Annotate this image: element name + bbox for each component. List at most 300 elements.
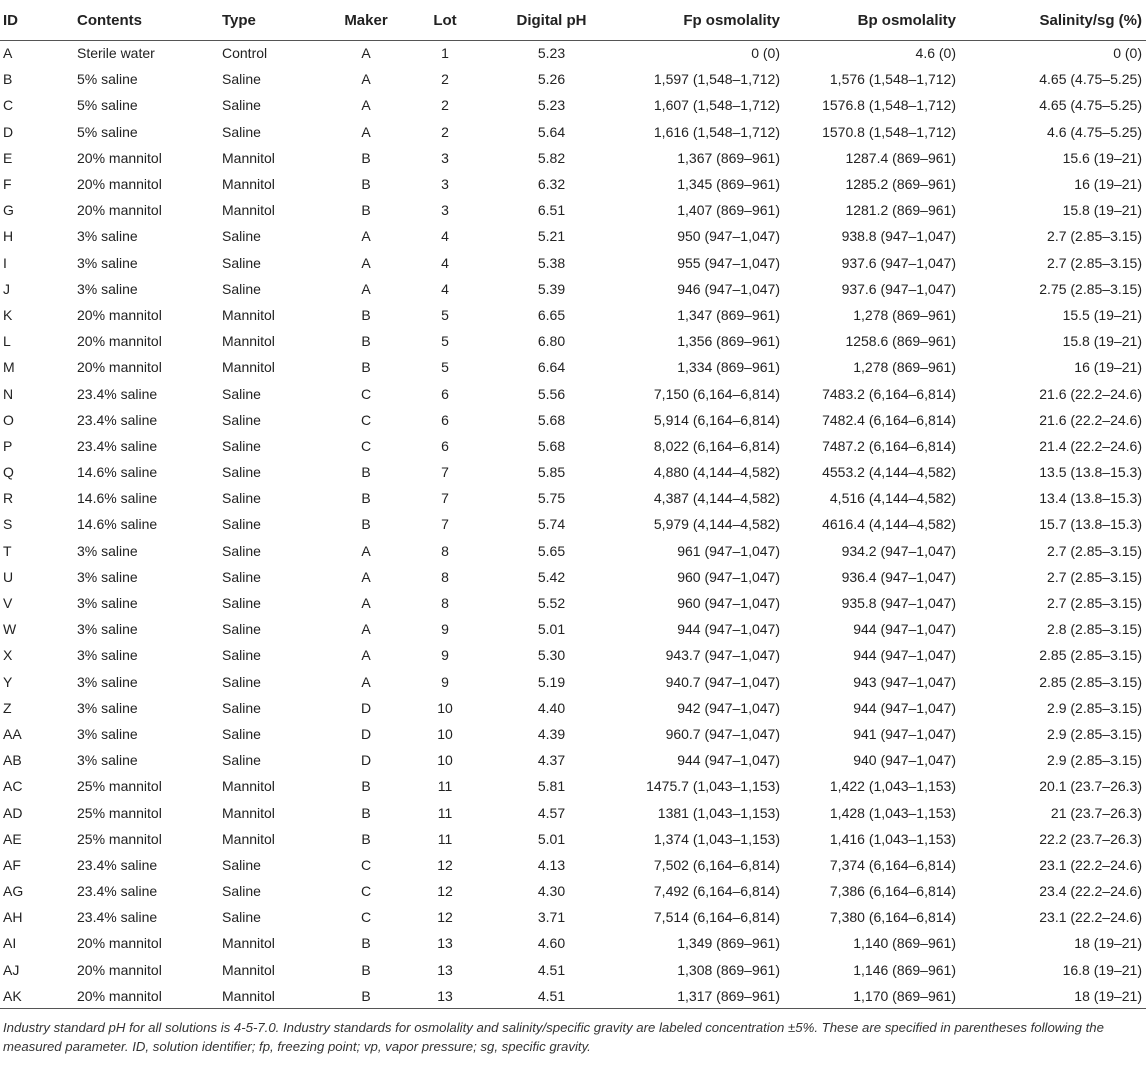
cell-maker: C: [360, 856, 372, 873]
cell-contents: 20% mannitol: [77, 333, 162, 350]
cell-id: L: [3, 333, 11, 350]
cell-fp-osmolality: 1,407 (869–961): [677, 202, 780, 219]
cell-digital-ph: 5.26: [537, 71, 566, 88]
cell-type: Saline: [222, 123, 261, 140]
cell-contents: 3% saline: [77, 568, 138, 585]
cell-digital-ph: 5.81: [537, 778, 566, 795]
cell-digital-ph: 5.42: [537, 568, 566, 585]
cell-salinity: 13.4 (13.8–15.3): [1039, 490, 1142, 507]
cell-maker: A: [361, 71, 371, 88]
cell-fp-osmolality: 960 (947–1,047): [677, 595, 780, 612]
cell-fp-osmolality: 960 (947–1,047): [677, 568, 780, 585]
cell-type: Saline: [222, 385, 261, 402]
cell-salinity: 2.85 (2.85–3.15): [1039, 673, 1142, 690]
table-row: [0, 145, 1146, 171]
cell-id: F: [3, 176, 12, 193]
cell-lot: 2: [441, 123, 449, 140]
table-row: [0, 276, 1146, 302]
cell-digital-ph: 5.75: [537, 490, 566, 507]
cell-maker: C: [360, 909, 372, 926]
cell-contents: 3% saline: [77, 725, 138, 742]
cell-digital-ph: 3.71: [537, 909, 566, 926]
cell-contents: 3% saline: [77, 280, 138, 297]
cell-maker: A: [361, 280, 371, 297]
cell-id: E: [3, 149, 13, 166]
table-row: [0, 328, 1146, 354]
cell-contents: 20% mannitol: [77, 983, 222, 1009]
cell-contents: 23.4% saline: [77, 411, 158, 428]
cell-lot: 3: [441, 149, 449, 166]
cell-maker: A: [361, 97, 371, 114]
cell-salinity: 16 (19–21): [1074, 176, 1142, 193]
table-row: [0, 826, 1146, 852]
cell-lot: 4: [441, 254, 449, 271]
cell-salinity: 23.4 (22.2–24.6): [1039, 883, 1142, 900]
cell-type: Saline: [222, 71, 261, 88]
header-bp-osmolality: Bp osmolality: [788, 6, 968, 40]
cell-id: AB: [3, 752, 22, 769]
cell-contents: 20% mannitol: [77, 359, 162, 376]
cell-salinity: 2.85 (2.85–3.15): [1039, 647, 1142, 664]
cell-bp-osmolality: 1,576 (1,548–1,712): [829, 71, 956, 88]
table-row: [0, 511, 1146, 537]
cell-type: Saline: [222, 856, 261, 873]
cell-maker: A: [361, 123, 371, 140]
cell-lot: 3: [441, 176, 449, 193]
cell-type: Saline: [222, 464, 261, 481]
cell-id: U: [3, 568, 14, 585]
cell-bp-osmolality: 935.8 (947–1,047): [841, 595, 956, 612]
cell-contents: 3% saline: [77, 595, 138, 612]
cell-lot: 5: [441, 333, 449, 350]
cell-type: Saline: [222, 909, 261, 926]
cell-id: J: [3, 280, 10, 297]
table-row: [0, 773, 1146, 799]
cell-contents: 25% mannitol: [77, 778, 162, 795]
table-row: [0, 721, 1146, 747]
cell-salinity: 4.65 (4.75–5.25): [1039, 71, 1142, 88]
cell-fp-osmolality: 940.7 (947–1,047): [665, 673, 780, 690]
table-row: [0, 407, 1146, 433]
cell-salinity: 13.5 (13.8–15.3): [1039, 464, 1142, 481]
cell-digital-ph: 6.51: [537, 202, 566, 219]
cell-type: Mannitol: [222, 149, 275, 166]
cell-lot: 3: [441, 202, 449, 219]
cell-bp-osmolality: 941 (947–1,047): [853, 725, 956, 742]
cell-fp-osmolality: 1,367 (869–961): [677, 149, 780, 166]
cell-fp-osmolality: 1475.7 (1,043–1,153): [646, 778, 780, 795]
cell-salinity: 2.7 (2.85–3.15): [1047, 254, 1142, 271]
cell-digital-ph: 4.39: [537, 725, 566, 742]
cell-digital-ph: 5.74: [537, 516, 566, 533]
cell-bp-osmolality: 937.6 (947–1,047): [841, 254, 956, 271]
cell-lot: 9: [441, 673, 449, 690]
cell-id: D: [3, 123, 14, 140]
cell-fp-osmolality: 961 (947–1,047): [677, 542, 780, 559]
cell-salinity: 2.7 (2.85–3.15): [1047, 228, 1142, 245]
cell-id: AF: [3, 856, 21, 873]
cell-bp-osmolality: 944 (947–1,047): [853, 647, 956, 664]
cell-type: Control: [222, 45, 268, 62]
cell-type: Saline: [222, 699, 261, 716]
cell-digital-ph: 4.30: [537, 883, 566, 900]
cell-fp-osmolality: 943.7 (947–1,047): [665, 647, 780, 664]
cell-lot: 8: [441, 595, 449, 612]
cell-id: R: [3, 490, 14, 507]
cell-salinity: 21.6 (22.2–24.6): [1039, 411, 1142, 428]
cell-id: AD: [3, 804, 23, 821]
header-row: [0, 6, 1146, 40]
cell-digital-ph: 4.40: [537, 699, 566, 716]
cell-salinity: 18 (19–21): [968, 983, 1146, 1009]
cell-maker: B: [361, 333, 371, 350]
cell-type: Saline: [222, 595, 261, 612]
cell-contents: 3% saline: [77, 647, 138, 664]
cell-digital-ph: 6.64: [537, 359, 566, 376]
cell-maker: A: [361, 254, 371, 271]
cell-digital-ph: 6.65: [537, 306, 566, 323]
cell-bp-osmolality: 934.2 (947–1,047): [841, 542, 956, 559]
cell-fp-osmolality: 1381 (1,043–1,153): [657, 804, 780, 821]
cell-type: Mannitol: [222, 804, 275, 821]
cell-lot: 11: [437, 830, 453, 847]
cell-id: AH: [3, 909, 23, 926]
table-row: [0, 695, 1146, 721]
cell-fp-osmolality: 5,979 (4,144–4,582): [653, 516, 780, 533]
cell-salinity: 2.9 (2.85–3.15): [1047, 752, 1142, 769]
cell-digital-ph: 5.65: [537, 542, 566, 559]
cell-bp-osmolality: 1,146 (869–961): [853, 961, 956, 978]
cell-digital-ph: 5.01: [537, 830, 566, 847]
cell-fp-osmolality: 1,345 (869–961): [677, 176, 780, 193]
cell-lot: 8: [441, 542, 449, 559]
header-salinity: Salinity/sg (%): [968, 6, 1146, 40]
cell-type: Mannitol: [222, 306, 275, 323]
cell-id: AK: [0, 983, 77, 1009]
cell-fp-osmolality: 1,347 (869–961): [677, 306, 780, 323]
cell-fp-osmolality: 1,334 (869–961): [677, 359, 780, 376]
cell-bp-osmolality: 1570.8 (1,548–1,712): [822, 123, 956, 140]
cell-maker: B: [361, 149, 371, 166]
cell-type: Saline: [222, 254, 261, 271]
cell-contents: 20% mannitol: [77, 935, 162, 952]
table-row: [0, 197, 1146, 223]
table-row: [0, 799, 1146, 825]
cell-contents: 5% saline: [77, 97, 138, 114]
cell-fp-osmolality: 1,607 (1,548–1,712): [653, 97, 780, 114]
cell-lot: 5: [441, 306, 449, 323]
cell-salinity: 2.7 (2.85–3.15): [1047, 542, 1142, 559]
table-row: [0, 40, 1146, 66]
cell-fp-osmolality: 5,914 (6,164–6,814): [653, 411, 780, 428]
cell-fp-osmolality: 1,356 (869–961): [677, 333, 780, 350]
cell-contents: 5% saline: [77, 123, 138, 140]
cell-lot: 12: [437, 856, 453, 873]
cell-contents: 3% saline: [77, 254, 138, 271]
cell-digital-ph: 4.13: [537, 856, 566, 873]
cell-contents: 3% saline: [77, 228, 138, 245]
table-row: [0, 642, 1146, 668]
cell-lot: 13: [437, 935, 453, 952]
cell-type: Saline: [222, 411, 261, 428]
cell-id: Z: [3, 699, 12, 716]
cell-contents: 3% saline: [77, 621, 138, 638]
cell-digital-ph: 5.30: [537, 647, 566, 664]
cell-id: G: [3, 202, 14, 219]
cell-contents: 5% saline: [77, 71, 138, 88]
cell-maker: B: [332, 983, 400, 1009]
cell-lot: 12: [437, 883, 453, 900]
table-row: [0, 564, 1146, 590]
cell-lot: 10: [437, 699, 453, 716]
cell-lot: 7: [441, 464, 449, 481]
cell-contents: 23.4% saline: [77, 385, 158, 402]
cell-fp-osmolality: 1,616 (1,548–1,712): [653, 123, 780, 140]
cell-digital-ph: 4.37: [537, 752, 566, 769]
cell-type: Mannitol: [222, 333, 275, 350]
cell-id: V: [3, 595, 13, 612]
cell-salinity: 21.4 (22.2–24.6): [1039, 437, 1142, 454]
cell-salinity: 21.6 (22.2–24.6): [1039, 385, 1142, 402]
header-maker: Maker: [332, 6, 400, 40]
cell-id: AC: [3, 778, 23, 795]
cell-type: Saline: [222, 752, 261, 769]
cell-contents: 20% mannitol: [77, 149, 162, 166]
table-row: [0, 302, 1146, 328]
cell-lot: 1: [441, 45, 449, 62]
cell-digital-ph: 4.51: [490, 983, 613, 1009]
cell-maker: A: [361, 595, 371, 612]
cell-maker: C: [360, 411, 372, 428]
cell-bp-osmolality: 944 (947–1,047): [853, 621, 956, 638]
cell-salinity: 20.1 (23.7–26.3): [1039, 778, 1142, 795]
table-row: [0, 852, 1146, 878]
cell-salinity: 4.65 (4.75–5.25): [1039, 97, 1142, 114]
cell-maker: D: [360, 725, 372, 742]
cell-salinity: 16 (19–21): [1074, 359, 1142, 376]
cell-contents: 23.4% saline: [77, 883, 158, 900]
cell-lot: 9: [441, 647, 449, 664]
cell-type: Mannitol: [222, 176, 275, 193]
cell-lot: 10: [437, 752, 453, 769]
table-row: [0, 590, 1146, 616]
cell-contents: 3% saline: [77, 673, 138, 690]
table-row: [0, 66, 1146, 92]
cell-id: I: [3, 254, 7, 271]
table-header: [0, 6, 1146, 40]
cell-id: S: [3, 516, 13, 533]
cell-salinity: 16.8 (19–21): [1062, 961, 1142, 978]
cell-lot: 13: [400, 983, 490, 1009]
cell-digital-ph: 6.32: [537, 176, 566, 193]
cell-bp-osmolality: 1,428 (1,043–1,153): [829, 804, 956, 821]
cell-salinity: 21 (23.7–26.3): [1050, 804, 1142, 821]
cell-id: P: [3, 437, 13, 454]
cell-id: N: [3, 385, 14, 402]
cell-id: T: [3, 542, 12, 559]
cell-lot: 2: [441, 71, 449, 88]
cell-bp-osmolality: 7,380 (6,164–6,814): [829, 909, 956, 926]
cell-contents: 25% mannitol: [77, 830, 162, 847]
cell-digital-ph: 4.57: [537, 804, 566, 821]
cell-maker: B: [361, 516, 371, 533]
cell-maker: B: [361, 176, 371, 193]
cell-salinity: 23.1 (22.2–24.6): [1039, 856, 1142, 873]
cell-salinity: 2.75 (2.85–3.15): [1039, 280, 1142, 297]
cell-salinity: 2.7 (2.85–3.15): [1047, 595, 1142, 612]
cell-digital-ph: 5.85: [537, 464, 566, 481]
table-row: [0, 538, 1146, 564]
cell-id: AA: [3, 725, 22, 742]
cell-digital-ph: 5.68: [537, 411, 566, 428]
cell-id: AE: [3, 830, 22, 847]
cell-contents: 20% mannitol: [77, 961, 162, 978]
table-row: [0, 171, 1146, 197]
table-footnote: Industry standard pH for all solutions is 4-5-7.0. Industry standards for osmolality and salinity/specific gravity are labeled concentration ±5%. These are specified in parentheses following the measured parameter. ID, solution identifier; fp, freezing point; vp, vapor pressure; sg, specific gravity.: [3, 1020, 1104, 1054]
cell-contents: 23.4% saline: [77, 437, 158, 454]
cell-fp-osmolality: 955 (947–1,047): [677, 254, 780, 271]
cell-fp-osmolality: 1,349 (869–961): [677, 935, 780, 952]
cell-maker: A: [361, 228, 371, 245]
cell-salinity: 2.7 (2.85–3.15): [1047, 568, 1142, 585]
cell-lot: 7: [441, 490, 449, 507]
table-row: [0, 957, 1146, 983]
cell-id: B: [3, 71, 13, 88]
header-type: Type: [222, 6, 332, 40]
cell-digital-ph: 6.80: [537, 333, 566, 350]
cell-maker: B: [361, 490, 371, 507]
cell-bp-osmolality: 936.4 (947–1,047): [841, 568, 956, 585]
table-row: [0, 354, 1146, 380]
cell-bp-osmolality: 1258.6 (869–961): [845, 333, 956, 350]
table-row: [0, 930, 1146, 956]
cell-type: Saline: [222, 490, 261, 507]
cell-digital-ph: 5.01: [537, 621, 566, 638]
cell-digital-ph: 5.39: [537, 280, 566, 297]
cell-maker: A: [361, 673, 371, 690]
cell-lot: 5: [441, 359, 449, 376]
cell-id: Y: [3, 673, 13, 690]
cell-maker: C: [360, 437, 372, 454]
cell-digital-ph: 5.23: [537, 45, 566, 62]
cell-salinity: 15.7 (13.8–15.3): [1039, 516, 1142, 533]
cell-contents: 20% mannitol: [77, 306, 162, 323]
cell-digital-ph: 4.51: [537, 961, 566, 978]
cell-fp-osmolality: 1,317 (869–961): [613, 983, 788, 1009]
cell-type: Saline: [222, 516, 261, 533]
cell-bp-osmolality: 1287.4 (869–961): [845, 149, 956, 166]
cell-digital-ph: 5.38: [537, 254, 566, 271]
cell-fp-osmolality: 4,880 (4,144–4,582): [653, 464, 780, 481]
cell-lot: 10: [437, 725, 453, 742]
cell-bp-osmolality: 4553.2 (4,144–4,582): [822, 464, 956, 481]
cell-type: Saline: [222, 725, 261, 742]
table-row: [0, 878, 1146, 904]
cell-type: Mannitol: [222, 935, 275, 952]
cell-bp-osmolality: 943 (947–1,047): [853, 673, 956, 690]
cell-id: A: [3, 45, 13, 62]
cell-digital-ph: 5.21: [537, 228, 566, 245]
cell-bp-osmolality: 1285.2 (869–961): [845, 176, 956, 193]
cell-maker: A: [361, 621, 371, 638]
cell-contents: 3% saline: [77, 542, 138, 559]
cell-contents: Sterile water: [77, 45, 155, 62]
cell-bp-osmolality: 1576.8 (1,548–1,712): [822, 97, 956, 114]
cell-bp-osmolality: 7,374 (6,164–6,814): [829, 856, 956, 873]
table-row: [0, 380, 1146, 406]
cell-fp-osmolality: 944 (947–1,047): [677, 752, 780, 769]
cell-maker: B: [361, 306, 371, 323]
solutions-table: [0, 6, 1146, 1009]
header-id: ID: [0, 6, 77, 40]
cell-salinity: 23.1 (22.2–24.6): [1039, 909, 1142, 926]
cell-fp-osmolality: 960.7 (947–1,047): [665, 725, 780, 742]
cell-id: AG: [3, 883, 24, 900]
cell-type: Mannitol: [222, 830, 275, 847]
cell-salinity: 22.2 (23.7–26.3): [1039, 830, 1142, 847]
cell-maker: C: [360, 385, 372, 402]
cell-fp-osmolality: 1,374 (1,043–1,153): [653, 830, 780, 847]
cell-lot: 6: [441, 437, 449, 454]
cell-fp-osmolality: 7,150 (6,164–6,814): [653, 385, 780, 402]
cell-salinity: 15.8 (19–21): [1062, 202, 1142, 219]
cell-maker: D: [360, 752, 372, 769]
cell-salinity: 15.6 (19–21): [1062, 149, 1142, 166]
cell-contents: 3% saline: [77, 752, 138, 769]
cell-id: O: [3, 411, 14, 428]
cell-maker: B: [361, 359, 371, 376]
cell-salinity: 18 (19–21): [1074, 935, 1142, 952]
cell-lot: 2: [441, 97, 449, 114]
cell-fp-osmolality: 1,597 (1,548–1,712): [653, 71, 780, 88]
cell-contents: 14.6% saline: [77, 464, 158, 481]
cell-fp-osmolality: 946 (947–1,047): [677, 280, 780, 297]
cell-contents: 14.6% saline: [77, 490, 158, 507]
cell-maker: A: [361, 568, 371, 585]
cell-bp-osmolality: 1,278 (869–961): [853, 306, 956, 323]
cell-fp-osmolality: 7,492 (6,164–6,814): [653, 883, 780, 900]
cell-maker: B: [361, 961, 371, 978]
table-row: [0, 250, 1146, 276]
cell-lot: 4: [441, 228, 449, 245]
cell-lot: 6: [441, 411, 449, 428]
cell-fp-osmolality: 942 (947–1,047): [677, 699, 780, 716]
cell-lot: 8: [441, 568, 449, 585]
cell-contents: 20% mannitol: [77, 202, 162, 219]
cell-id: C: [3, 97, 14, 114]
cell-maker: A: [361, 45, 371, 62]
cell-type: Mannitol: [222, 359, 275, 376]
cell-type: Saline: [222, 621, 261, 638]
cell-id: W: [3, 621, 17, 638]
cell-bp-osmolality: 4616.4 (4,144–4,582): [822, 516, 956, 533]
cell-bp-osmolality: 1,416 (1,043–1,153): [829, 830, 956, 847]
cell-digital-ph: 5.82: [537, 149, 566, 166]
cell-fp-osmolality: 7,502 (6,164–6,814): [653, 856, 780, 873]
cell-lot: 13: [437, 961, 453, 978]
cell-bp-osmolality: 937.6 (947–1,047): [841, 280, 956, 297]
cell-type: Saline: [222, 437, 261, 454]
cell-id: Q: [3, 464, 14, 481]
cell-fp-osmolality: 0 (0): [751, 45, 780, 62]
cell-id: X: [3, 647, 13, 664]
cell-bp-osmolality: 1281.2 (869–961): [845, 202, 956, 219]
cell-salinity: 0 (0): [1113, 45, 1142, 62]
cell-digital-ph: 4.60: [537, 935, 566, 952]
cell-id: K: [3, 306, 13, 323]
cell-contents: 20% mannitol: [77, 176, 162, 193]
header-digital-ph: Digital pH: [490, 6, 613, 40]
